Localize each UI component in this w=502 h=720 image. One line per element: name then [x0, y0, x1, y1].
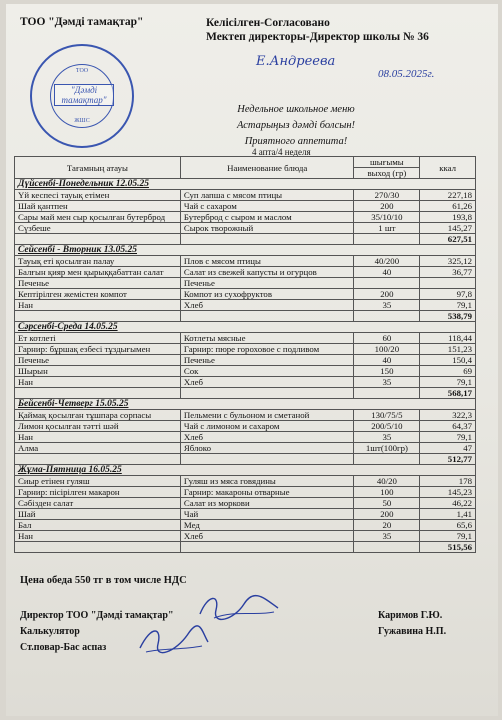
dish-output: 35	[354, 377, 420, 388]
dish-kcal: 145,27	[420, 223, 476, 234]
menu-table	[14, 156, 476, 553]
dish-ru: Сырок творожный	[180, 223, 354, 234]
dish-kcal: 69	[420, 366, 476, 377]
dish-ru: Салат из свежей капусты и огурцов	[180, 267, 354, 278]
director-signature: Е.Андреева	[256, 54, 336, 69]
dish-kcal: 64,37	[420, 421, 476, 432]
dish-kcal: 1,41	[420, 509, 476, 520]
dish-kz: Шай	[15, 509, 181, 520]
dish-kz: Ет котлеті	[15, 333, 181, 344]
dish-kcal: 150,4	[420, 355, 476, 366]
dish-kcal: 322,3	[420, 410, 476, 421]
table-row	[15, 509, 476, 520]
dish-kz: Печенье	[15, 278, 181, 289]
dish-kz: Гарнир: пісірілген макарон	[15, 487, 181, 498]
dish-output: 40/200	[354, 256, 420, 267]
table-row	[15, 289, 476, 300]
day-header-row	[15, 322, 476, 333]
col-kz-name: Тағамның атауы	[15, 157, 181, 179]
table-row	[15, 498, 476, 509]
dish-output: 40	[354, 267, 420, 278]
dish-ru: Чай с лимоном и сахаром	[180, 421, 354, 432]
dish-output: 35	[354, 531, 420, 542]
dish-output: 60	[354, 333, 420, 344]
dish-kz: Балғын қияр мен қырыққабаттан салат	[15, 267, 181, 278]
day-title: Сәрсенбі-Среда 14.05.25	[15, 322, 476, 333]
day-title: Жұма-Пятница 16.05.25	[15, 465, 476, 476]
day-header-row	[15, 179, 476, 190]
table-row	[15, 300, 476, 311]
day-total-row	[15, 311, 476, 322]
dish-output: 200	[354, 509, 420, 520]
col-kcal: ккал	[420, 157, 476, 179]
total-empty-cell	[180, 388, 354, 399]
greeting-ru: Приятного аппетита!	[244, 136, 348, 147]
col-ru-name: Наименование блюда	[180, 157, 354, 179]
greeting-kz: Астарыңыз дәмді болсын!	[236, 120, 356, 131]
dish-ru: Печенье	[180, 355, 354, 366]
dish-ru: Хлеб	[180, 300, 354, 311]
table-row	[15, 267, 476, 278]
day-total-row	[15, 542, 476, 553]
dish-kcal	[420, 278, 476, 289]
dish-kcal: 227,18	[420, 190, 476, 201]
table-row	[15, 432, 476, 443]
dish-ru: Котлеты мясные	[180, 333, 354, 344]
day-title: Дүйсенбі-Понедельник 12.05.25	[15, 179, 476, 190]
director-name: Каримов Г.Ю.	[378, 610, 443, 621]
total-empty-cell	[180, 234, 354, 245]
day-header-row	[15, 465, 476, 476]
calculator-name: Гужавина Н.П.	[378, 626, 447, 637]
approval-director-line: Мектеп директоры-Директор школы № 36	[206, 31, 429, 43]
total-empty-cell	[354, 234, 420, 245]
dish-kz: Нан	[15, 300, 181, 311]
dish-kcal: 61,26	[420, 201, 476, 212]
dish-output: 200/5/10	[354, 421, 420, 432]
approval-title: Келісілген-Согласовано	[206, 17, 330, 29]
table-row	[15, 377, 476, 388]
dish-kz: Шай қантпен	[15, 201, 181, 212]
col-output-unit: выход (гр)	[354, 168, 420, 179]
total-empty-cell	[354, 388, 420, 399]
dish-output: 1шт(100гр)	[354, 443, 420, 454]
dish-ru: Сок	[180, 366, 354, 377]
dish-ru: Суп лапша с мясом птицы	[180, 190, 354, 201]
total-empty-cell	[15, 311, 181, 322]
dish-output: 50	[354, 498, 420, 509]
table-row	[15, 355, 476, 366]
dish-kz: Тауық еті қосылған палау	[15, 256, 181, 267]
dish-kcal: 193,8	[420, 212, 476, 223]
day-title: Бейсенбі-Четверг 15.05.25	[15, 399, 476, 410]
dish-kcal: 79,1	[420, 377, 476, 388]
dish-kz: Шырын	[15, 366, 181, 377]
table-row	[15, 212, 476, 223]
dish-kz: Гарнир: бұршақ езбесі тұздығымен	[15, 344, 181, 355]
total-empty-cell	[180, 454, 354, 465]
table-row	[15, 443, 476, 454]
dish-kcal: 47	[420, 443, 476, 454]
dish-ru: Гуляш из мяса говядины	[180, 476, 354, 487]
table-row	[15, 421, 476, 432]
total-empty-cell	[354, 454, 420, 465]
dish-ru: Бутерброд с сыром и маслом	[180, 212, 354, 223]
dish-output: 35	[354, 432, 420, 443]
dish-kz: Алма	[15, 443, 181, 454]
dish-ru: Яблоко	[180, 443, 354, 454]
day-total-row	[15, 388, 476, 399]
dish-kcal: 65,6	[420, 520, 476, 531]
day-header-row	[15, 399, 476, 410]
dish-ru: Хлеб	[180, 432, 354, 443]
dish-ru: Компот из сухофруктов	[180, 289, 354, 300]
table-row	[15, 223, 476, 234]
dish-kcal: 118,44	[420, 333, 476, 344]
dish-output: 35	[354, 300, 420, 311]
table-row	[15, 278, 476, 289]
stamp-top-text: ТОО	[75, 68, 89, 74]
dish-ru: Чай с сахаром	[180, 201, 354, 212]
table-row	[15, 487, 476, 498]
dish-kcal: 79,1	[420, 531, 476, 542]
total-empty-cell	[354, 542, 420, 553]
dish-output: 20	[354, 520, 420, 531]
week-label: 4 апта/4 неделя	[252, 147, 311, 157]
dish-ru: Гарнир: пюре гороховое с подливом	[180, 344, 354, 355]
dish-output: 100/20	[354, 344, 420, 355]
dish-kz: Сәбізден салат	[15, 498, 181, 509]
day-total-kcal: 538,79	[420, 311, 476, 322]
total-empty-cell	[15, 454, 181, 465]
dish-kz: Сары май мен сыр қосылған бутерброд	[15, 212, 181, 223]
dish-output: 200	[354, 289, 420, 300]
table-row	[15, 333, 476, 344]
dish-output: 200	[354, 201, 420, 212]
day-total-kcal: 568,17	[420, 388, 476, 399]
calculator-label: Калькулятор	[20, 626, 80, 637]
table-row	[15, 366, 476, 377]
dish-output: 270/30	[354, 190, 420, 201]
col-output: шығымы	[354, 157, 420, 168]
dish-ru: Печенье	[180, 278, 354, 289]
dish-ru: Пельмени с бульоном и сметаной	[180, 410, 354, 421]
dish-kz: Қаймақ қосылған тұшпара сорпасы	[15, 410, 181, 421]
dish-kcal: 36,77	[420, 267, 476, 278]
director-label: Директор ТОО "Дәмді тамақтар"	[20, 610, 174, 621]
company-stamp	[30, 44, 134, 148]
dish-kcal: 178	[420, 476, 476, 487]
total-empty-cell	[180, 542, 354, 553]
dish-output: 150	[354, 366, 420, 377]
dish-kz: Сиыр етінен гуляш	[15, 476, 181, 487]
dish-output	[354, 278, 420, 289]
dish-kz: Нан	[15, 531, 181, 542]
stamp-name: "Дәмді тамақтар"	[54, 84, 114, 106]
dish-kcal: 145,23	[420, 487, 476, 498]
cook-label: Ст.повар-Бас аспаз	[20, 642, 107, 653]
dish-kz: Лимон қосылған тәтті шәй	[15, 421, 181, 432]
menu-sheet	[6, 4, 498, 716]
total-empty-cell	[15, 542, 181, 553]
dish-kz: Бал	[15, 520, 181, 531]
dish-kcal: 151,23	[420, 344, 476, 355]
dish-kz: Кептірілген жемістен компот	[15, 289, 181, 300]
dish-ru: Чай	[180, 509, 354, 520]
dish-ru: Мед	[180, 520, 354, 531]
table-row	[15, 256, 476, 267]
menu-titles	[206, 102, 386, 150]
table-row	[15, 476, 476, 487]
dish-kcal: 79,1	[420, 432, 476, 443]
table-row	[15, 201, 476, 212]
dish-output: 35/10/10	[354, 212, 420, 223]
day-total-kcal: 515,56	[420, 542, 476, 553]
table-header-row	[15, 157, 476, 168]
dish-ru: Салат из моркови	[180, 498, 354, 509]
day-header-row	[15, 245, 476, 256]
company-name: ТОО "Дәмді тамақтар"	[20, 16, 144, 28]
approval-date: 08.05.2025г.	[378, 68, 435, 80]
dish-ru: Хлеб	[180, 377, 354, 388]
table-row	[15, 344, 476, 355]
dish-kz: Нан	[15, 432, 181, 443]
day-total-row	[15, 234, 476, 245]
dish-output: 100	[354, 487, 420, 498]
total-empty-cell	[180, 311, 354, 322]
menu-title: Недельное школьное меню	[237, 104, 355, 115]
dish-ru: Гарнир: макароны отварные	[180, 487, 354, 498]
price-note: Цена обеда 550 тг в том числе НДС	[20, 575, 187, 586]
dish-output: 1 шт	[354, 223, 420, 234]
table-row	[15, 410, 476, 421]
dish-output: 130/75/5	[354, 410, 420, 421]
dish-kz: Сүзбеше	[15, 223, 181, 234]
dish-output: 40	[354, 355, 420, 366]
stamp-bottom-text: ЖШС	[74, 118, 90, 124]
table-row	[15, 531, 476, 542]
dish-kz: Үй кеспесі тауық етімен	[15, 190, 181, 201]
total-empty-cell	[15, 388, 181, 399]
calculator-sign-scribble	[132, 618, 212, 658]
dish-kcal: 46,22	[420, 498, 476, 509]
dish-kcal: 79,1	[420, 300, 476, 311]
dish-ru: Плов с мясом птицы	[180, 256, 354, 267]
total-empty-cell	[354, 311, 420, 322]
dish-kz: Печенье	[15, 355, 181, 366]
dish-output: 40/20	[354, 476, 420, 487]
dish-kcal: 325,12	[420, 256, 476, 267]
day-total-kcal: 512,77	[420, 454, 476, 465]
dish-kcal: 97,8	[420, 289, 476, 300]
total-empty-cell	[15, 234, 181, 245]
approval-block	[206, 16, 429, 44]
table-row	[15, 190, 476, 201]
dish-kz: Нан	[15, 377, 181, 388]
day-total-kcal: 627,51	[420, 234, 476, 245]
table-row	[15, 520, 476, 531]
day-title: Сейсенбі - Вторник 13.05.25	[15, 245, 476, 256]
day-total-row	[15, 454, 476, 465]
dish-ru: Хлеб	[180, 531, 354, 542]
